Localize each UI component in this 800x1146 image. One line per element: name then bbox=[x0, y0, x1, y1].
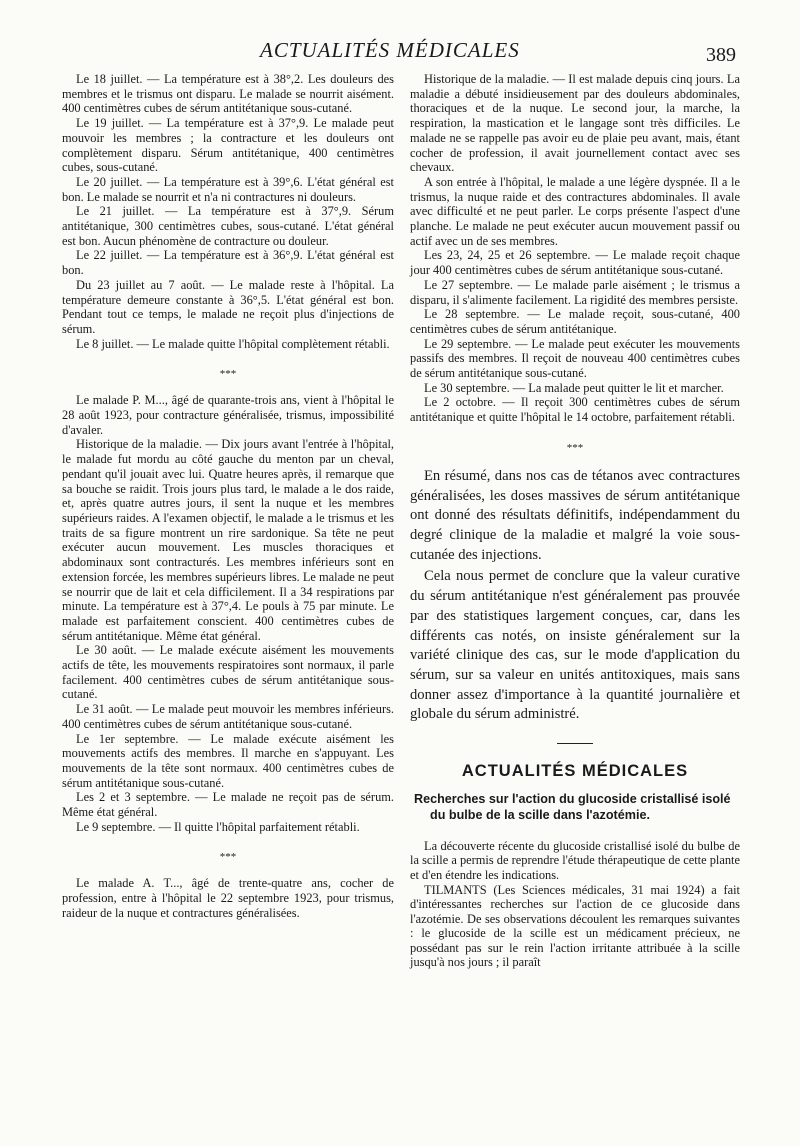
paragraph: Le 8 juillet. — Le malade quitte l'hôpital complètement rétabli. bbox=[76, 336, 390, 351]
section-separator: *** bbox=[219, 851, 237, 864]
paragraph: Le 21 juillet. — La température est à 37°,9. Sérum antitétanique, 300 centimètres cubes, sous-cutané. L'état général est bon. Aucun phénomène de contracture ou douleur. bbox=[62, 204, 394, 248]
section-heading: ACTUALITÉS MÉDICALES bbox=[461, 762, 689, 781]
section-separator: *** bbox=[219, 368, 237, 381]
article-body bbox=[410, 839, 740, 970]
paragraph: Le 28 septembre. — Le malade reçoit, sous-cutané, 400 centimètres cubes de sérum antitétanique. bbox=[410, 307, 740, 336]
paragraph: Le 22 juillet. — La température est à 36°,9. L'état général est bon. bbox=[62, 248, 394, 278]
paragraph: Les 23, 24, 25 et 26 septembre. — Le malade reçoit chaque jour 400 centimètres cubes de sérum antitétanique sous-cutané. bbox=[410, 248, 740, 278]
paragraph: Le 18 juillet. — La température est à 38°,2. Les douleurs des membres et le trismus ont disparu. Le malade se nourrit aisément. 400 centimètres cubes de sérum antitétanique sous-cutané. bbox=[62, 72, 394, 116]
paragraph: Le 31 août. — Le malade peut mouvoir les membres inférieurs. 400 centimètres cubes de sérum antitétanique sous-cutané. bbox=[62, 702, 394, 731]
page-header bbox=[0, 30, 800, 64]
paragraph: Le 30 septembre. — La malade peut quitter le lit et marcher. bbox=[424, 380, 724, 395]
section-separator: *** bbox=[566, 441, 584, 454]
paragraph: Le malade A. T..., âgé de trente-quatre ans, cocher de profession, entre à l'hôpital le 22 septembre 1923, pour trismus, raideur de la nuque et contractures généralisées. bbox=[62, 876, 394, 920]
paragraph: Le 30 août. — Le malade exécute aisément les mouvements actifs de tête, les mouvements respiratoires sont normaux, il parle facilement. 400 centimètres cubes de sérum antitétanique sous-cutané. bbox=[62, 643, 394, 702]
paragraph: TILMANTS (Les Sciences médicales, 31 mai 1924) a fait d'intéressantes recherches sur l'action de ce glucoside dans l'azotémie. De ses observations découlent les remarques suivantes : le glucoside de la scille est un médicament précieux, ne possédant pas sur le rein l'action irritante attribuée à la scille jusqu'à nos jours ; il paraît bbox=[410, 882, 740, 970]
summary-paragraph: Cela nous permet de conclure que la valeur curative du sérum antitétanique n'est généralement pas prouvée par des statistiques largement conçues, car, dans les différents cas notés, on insiste généralement sur la variété clinique des cas, sur le mode d'application du sérum, sur sa valeur en unités antitoxiques, mais sans donner assez d'importance à la quantité journalière et globale du sérum administré. bbox=[410, 568, 740, 723]
summary-paragraph: En résumé, dans nos cas de tétanos avec contractures généralisées, les doses massives de sérum antitétanique ont donné des résultats définitifs, indépendamment du degré clinique de la maladie et malgré la voie sous-cutanée des injections. bbox=[410, 467, 740, 563]
paragraph: Le malade P. M..., âgé de quarante-trois ans, vient à l'hôpital le 28 août 1923, pour contracture généralisée, trismus, impossibilité d'avaler. bbox=[62, 393, 394, 437]
paragraph: Le 1er septembre. — Le malade exécute aisément les mouvements actifs des membres. Il marche en s'appuyant. Les mouvements de la tête sont normaux. 400 centimètres cubes de sérum antitétanique sous-cutané. bbox=[62, 731, 394, 790]
paragraph: Le 9 septembre. — Il quitte l'hôpital parfaitement rétabli. bbox=[76, 819, 360, 834]
paragraph: Le 19 juillet. — La température est à 37°,9. Le malade peut mouvoir les membres ; la contracture et les douleurs ont complètement disparu. Sérum antitétanique, 400 centimètres cubes, sous-cutané. bbox=[62, 116, 394, 175]
paragraph: Le 27 septembre. — Le malade parle aisément ; le trismus a disparu, il s'alimente facilement. La rigidité des membres persiste. bbox=[410, 277, 740, 307]
summary bbox=[410, 467, 740, 725]
divider bbox=[557, 743, 593, 744]
left-column bbox=[62, 72, 394, 921]
paragraph: Historique de la maladie. — Dix jours avant l'entrée à l'hôpital, le malade fut mordu au côté gauche du menton par un cheval, pendant qu'il jouait avec lui. Quatre heures après, il remarque que sa bouche se raidit. Trois jours plus tard, le malade a le dos raide, et, après quatre autres jours, il sent la nuque et les membres supérieurs raides. A l'examen objectif, le malade a le trismus et les traits de sa figure montrent un rire sardonique. Sa tête ne peut exécuter aucun mouvement. Les muscles thoraciques et abdominaux sont contracturés. Les membres inférieurs sont en extension forcée, les membres supérieurs libres. Le malade ne peut se nourrir que de lait et cela difficilement. Il a 34 respirations par minute. La température est à 37°,4. Le pouls à 75 par minute. Le malade est parfaitement conscient. 400 centimètres cubes de sérum antitétanique. Même état général. bbox=[62, 437, 395, 643]
paragraph: La découverte récente du glucoside cristallisé isolé du bulbe de la scille a permis de reprendre l'étude thérapeutique de cette plante et d'en étendre les indications. bbox=[410, 838, 740, 882]
paragraph: A son entrée à l'hôpital, le malade a une légère dyspnée. Il a le trismus, la nuque raide et des contractures abdominales. Il avale avec difficulté et ne peut parler. Le corps présente l'aspect d'une planche. Le malade ne peut exécuter aucun mouvement passif ou actif avec un de ses membres. bbox=[410, 174, 740, 248]
right-column bbox=[410, 72, 740, 970]
paragraph: Les 2 et 3 septembre. — Le malade ne reçoit pas de sérum. Même état général. bbox=[62, 790, 394, 820]
paragraph: Le 20 juillet. — La température est à 39°,6. L'état général est bon. Le malade se nourrit et n'a ni contractures ni douleurs. bbox=[62, 174, 394, 204]
paragraph: Le 2 octobre. — Il reçoit 300 centimètres cubes de sérum antitétanique et quitte l'hôpital le 14 octobre, parfaitement rétabli. bbox=[410, 395, 740, 425]
running-title: ACTUALITÉS MÉDICALES bbox=[260, 38, 520, 62]
paragraph: Le 29 septembre. — Le malade peut exécuter les mouvements passifs des membres. Il reçoit de nouveau 400 centimètres cubes de sérum antitétanique sous-cutané. bbox=[410, 336, 740, 381]
article-title: Recherches sur l'action du glucoside cristallisé isolé du bulbe de la scille dans l'azotémie. bbox=[414, 791, 731, 822]
paragraph: Du 23 juillet au 7 août. — Le malade reste à l'hôpital. La température demeure constante à 36°,5. L'état général est bon. Pendant tout ce temps, le malade ne reçoit plus d'injections de sérum. bbox=[62, 277, 394, 336]
paragraph: Historique de la maladie. — Il est malade depuis cinq jours. La maladie a débuté insidieusement par des douleurs abdominales, thoraciques et de la nuque. Le second jour, la marche, la respiration, la mastication et le langage sont très difficiles. Le malade ne se rappelle pas avoir eu de plaie peu avant, mais, étant cocher de profession, il avait journellement contact avec ses chevaux. bbox=[410, 72, 740, 175]
page-number: 389 bbox=[706, 44, 736, 66]
